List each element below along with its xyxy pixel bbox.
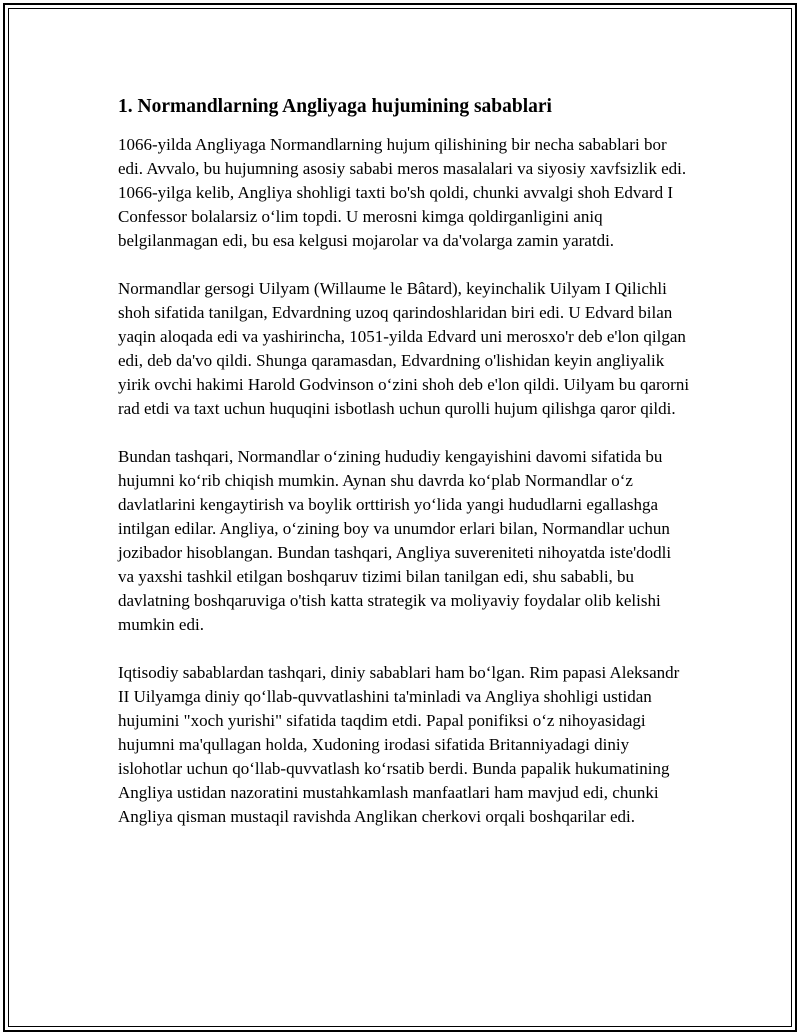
- paragraph-4: Iqtisodiy sabablardan tashqari, diniy sabablari ham bo‘lgan. Rim papasi Aleksandr II Uilyamga diniy qo‘llab-quvvatlashini ta'minladi va Angliya shohligi ustidan hujumini "xoch yurishi" sifatida taqdim etdi. Papal ponifiksi o‘z nihoyasidagi hujumni ma'qullagan holda, Xudoning irodasi sifatida Britanniyadagi diniy islohotlar uchun qo‘llab-quvvatlash ko‘rsatib berdi. Bunda papalik hukumatining Angliya ustidan nazoratini mustahkamlash manfaatlari ham mavjud edi, chunki Angliya qisman mustaqil ravishda Anglikan cherkovi orqali boshqarilar edi.: [118, 663, 680, 826]
- document-body: [118, 93, 690, 853]
- paragraph-1: 1066-yilda Angliyaga Normandlarning hujum qilishining bir necha sabablari bor edi. Avvalo, bu hujumning asosiy sababi meros masalalari va siyosiy xavfsizlik edi. 1066-yilga kelib, Angliya shohligi taxti bo'sh qoldi, chunki avvalgi shoh Edvard I Confessor bolalarsiz o‘lim topdi. U merosni kimga qoldirganligini aniq belgilanmagan edi, bu esa kelgusi mojarolar va da'volarga zamin yaratdi.: [118, 135, 687, 250]
- paragraph-2: Normandlar gersogi Uilyam (Willaume le Bâtard), keyinchalik Uilyam I Qilichli shoh sifatida tanilgan, Edvardning uzoq qarindoshlaridan biri edi. U Edvard bilan yaqin aloqada edi va yashirincha, 1051-yilda Edvard uni merosxo'r deb e'lon qilgan edi, deb da'vo qildi. Shunga qaramasdan, Edvardning o'lishidan keyin angliyalik yirik ovchi hakimi Harold Godvinson o‘zini shoh deb e'lon qildi. Uilyam bu qarorni rad etdi va taxt uchun huquqini isbotlash uchun qurolli hujum qilishga qaror qildi.: [118, 279, 690, 418]
- section-heading: 1. Normandlarning Angliyaga hujumining sabablari: [118, 96, 552, 117]
- paragraph-3: Bundan tashqari, Normandlar o‘zining hududiy kengayishini davomi sifatida bu hujumni ko‘rib chiqish mumkin. Aynan shu davrda ko‘plab Normandlar o‘z davlatlarini kengaytirish va boylik orttirish yo‘lida yangi hududlarni egallashga intilgan edilar. Angliya, o‘zining boy va unumdor erlari bilan, Normandlar uchun jozibador hisoblangan. Bundan tashqari, Angliya suvereniteti nihoyatda iste'dodli va yaxshi tashkil etilgan boshqaruv tizimi bilan tanilgan edi, shu sababli, bu davlatning boshqaruviga o'tish katta strategik va moliyaviy foydalar olib kelishi mumkin edi.: [118, 447, 672, 634]
